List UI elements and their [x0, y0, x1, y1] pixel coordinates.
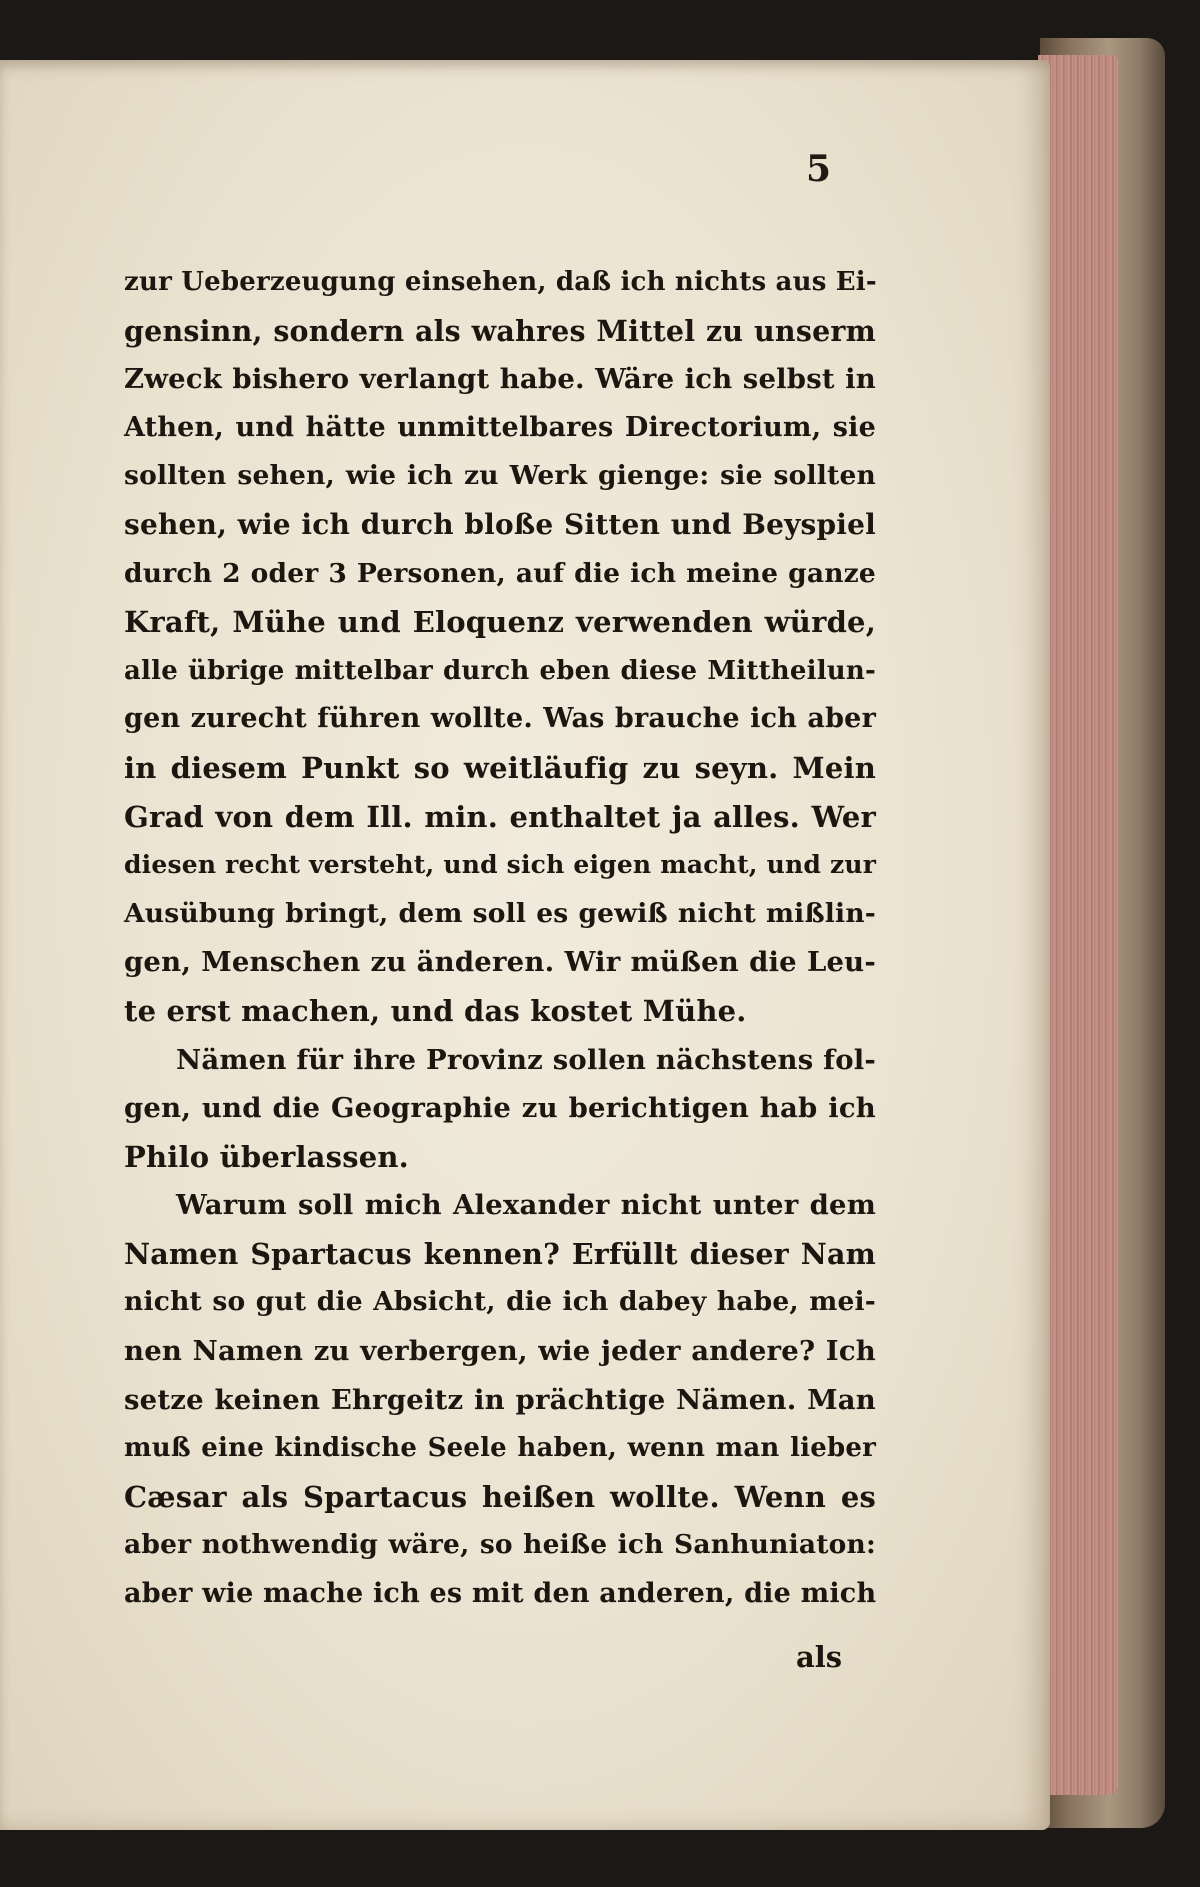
- text-line: aber wie mache ich es mit den anderen, die mich: [124, 1578, 877, 1610]
- catchword: als: [796, 1640, 843, 1674]
- text-line: gen, Menschen zu änderen. Wir müßen die Leu-: [124, 946, 876, 979]
- body-text: [124, 258, 876, 1619]
- text-line: nicht so gut die Absicht, die ich dabey habe, mei-: [124, 1286, 876, 1318]
- text-line: aber nothwendig wäre, so heiße ich Sanhuniaton:: [124, 1529, 876, 1561]
- text-line: Ausübung bringt, dem soll es gewiß nicht mißlin-: [124, 897, 876, 929]
- text-line: sollten sehen, wie ich zu Werk gienge: sie sollten: [124, 460, 876, 492]
- text-line: alle übrige mittelbar durch eben diese Mittheilun-: [124, 655, 876, 686]
- text-line: sehen, wie ich durch bloße Sitten und Beyspiel: [124, 507, 876, 541]
- text-line: durch 2 oder 3 Personen, auf die ich meine ganze: [124, 557, 876, 589]
- text-line: gen zurecht führen wollte. Was brauche ich aber: [124, 703, 876, 735]
- text-line: Warum soll mich Alexander nicht unter dem: [176, 1189, 876, 1222]
- text-line: Cæsar als Spartacus heißen wollte. Wenn es: [124, 1479, 876, 1514]
- text-line: gensinn, sondern als wahres Mittel zu unserm: [124, 313, 876, 348]
- text-line: Philo überlassen.: [124, 1139, 409, 1174]
- text-line: setze keinen Ehrgeitz in prächtige Nämen. Man: [124, 1383, 876, 1416]
- text-line: Grad von dem Ill. min. enthaltet ja alles. Wer: [124, 799, 876, 834]
- text-line: muß eine kindische Seele haben, wenn man lieber: [124, 1433, 876, 1464]
- text-line: Nämen für ihre Provinz sollen nächstens fol-: [176, 1043, 877, 1076]
- text-line: te erst machen, und das kostet Mühe.: [124, 993, 747, 1028]
- text-line: gen, und die Geographie zu berichtigen hab ich: [124, 1092, 876, 1125]
- text-line: in diesem Punkt so weitläufig zu seyn. Mein: [124, 750, 876, 785]
- page-number: 5: [806, 148, 832, 190]
- text-line: Namen Spartacus kennen? Erfüllt dieser Nam: [124, 1236, 876, 1271]
- text-line: Athen, und hätte unmittelbares Directorium, sie: [124, 411, 876, 443]
- page-fore-edge: [1038, 55, 1118, 1795]
- text-line: Kraft, Mühe und Eloquenz verwenden würde,: [124, 605, 876, 640]
- text-line: nen Namen zu verbergen, wie jeder andere? Ich: [124, 1335, 876, 1368]
- text-line: diesen recht versteht, und sich eigen macht, und zur: [124, 850, 877, 880]
- text-line: Zweck bishero verlangt habe. Wäre ich selbst in: [124, 363, 876, 396]
- text-line: zur Ueberzeugung einsehen, daß ich nichts aus Ei-: [124, 267, 877, 297]
